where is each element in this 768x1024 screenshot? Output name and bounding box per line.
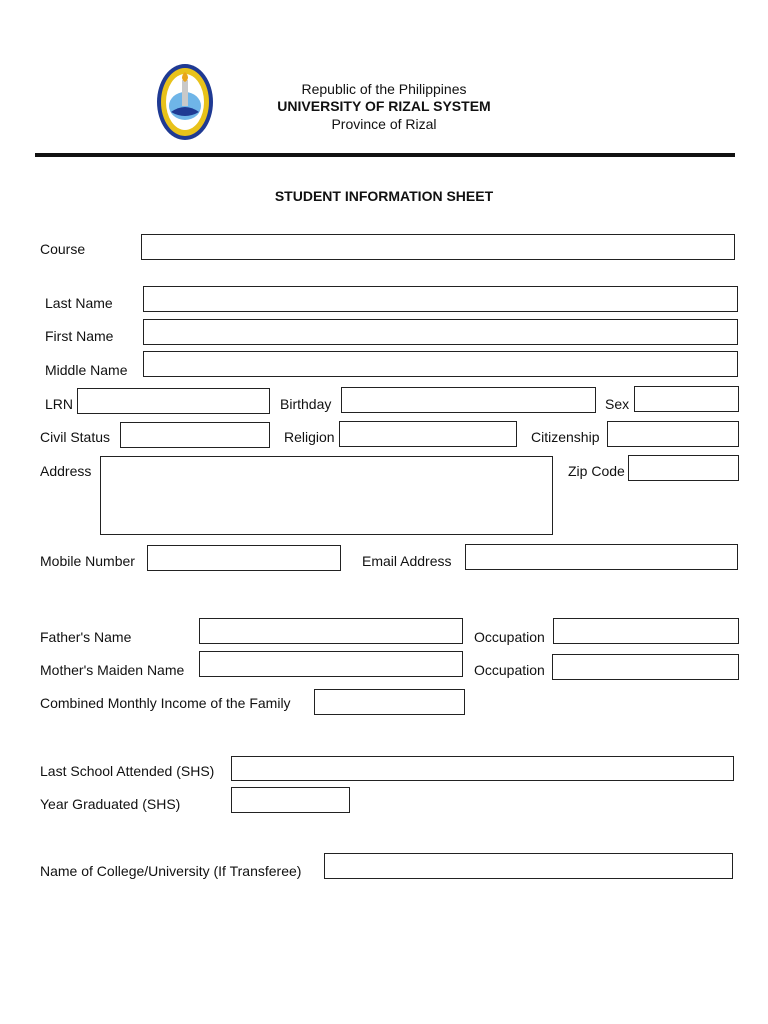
email-address-label: Email Address	[362, 553, 452, 569]
citizenship-label: Citizenship	[531, 429, 600, 445]
father-occupation-label: Occupation	[474, 629, 545, 645]
course-field[interactable]	[141, 234, 735, 260]
middle-name-label: Middle Name	[45, 362, 128, 378]
mother-occupation-label: Occupation	[474, 662, 545, 678]
birthday-label: Birthday	[280, 396, 332, 412]
year-graduated-label: Year Graduated (SHS)	[40, 796, 181, 812]
form-title: STUDENT INFORMATION SHEET	[274, 188, 494, 204]
citizenship-field[interactable]	[607, 421, 739, 447]
lrn-field[interactable]	[77, 388, 270, 414]
header-province: Province of Rizal	[331, 116, 437, 132]
email-address-field[interactable]	[465, 544, 738, 570]
header-divider	[35, 153, 735, 157]
college-transferee-field[interactable]	[324, 853, 733, 879]
last-name-label: Last Name	[45, 295, 113, 311]
course-label: Course	[40, 241, 86, 257]
mothers-maiden-name-field[interactable]	[199, 651, 463, 677]
civil-status-field[interactable]	[120, 422, 270, 448]
mobile-number-label: Mobile Number	[40, 553, 135, 569]
first-name-field[interactable]	[143, 319, 738, 345]
sex-label: Sex	[605, 396, 630, 412]
address-label: Address	[40, 463, 92, 479]
lrn-label: LRN	[45, 396, 74, 412]
zip-code-label: Zip Code	[568, 463, 625, 479]
combined-income-field[interactable]	[314, 689, 465, 715]
religion-label: Religion	[284, 429, 335, 445]
last-school-field[interactable]	[231, 756, 734, 781]
mobile-number-field[interactable]	[147, 545, 341, 571]
religion-field[interactable]	[339, 421, 517, 447]
header-line-republic: Republic of the Philippines	[301, 81, 467, 97]
last-school-label: Last School Attended (SHS)	[40, 763, 215, 779]
middle-name-field[interactable]	[143, 351, 738, 377]
combined-income-label: Combined Monthly Income of the Family	[40, 695, 291, 711]
address-field[interactable]	[100, 456, 553, 535]
sex-field[interactable]	[634, 386, 739, 412]
header-university-name: UNIVERSITY OF RIZAL SYSTEM	[277, 98, 491, 114]
mothers-maiden-name-label: Mother's Maiden Name	[40, 662, 185, 678]
first-name-label: First Name	[45, 328, 114, 344]
last-name-field[interactable]	[143, 286, 738, 312]
father-occupation-field[interactable]	[553, 618, 739, 644]
year-graduated-field[interactable]	[231, 787, 350, 813]
fathers-name-field[interactable]	[199, 618, 463, 644]
birthday-field[interactable]	[341, 387, 596, 413]
college-transferee-label: Name of College/University (If Transferee)	[40, 863, 302, 879]
civil-status-label: Civil Status	[40, 429, 111, 445]
mother-occupation-field[interactable]	[552, 654, 739, 680]
fathers-name-label: Father's Name	[40, 629, 132, 645]
zip-code-field[interactable]	[628, 455, 739, 481]
